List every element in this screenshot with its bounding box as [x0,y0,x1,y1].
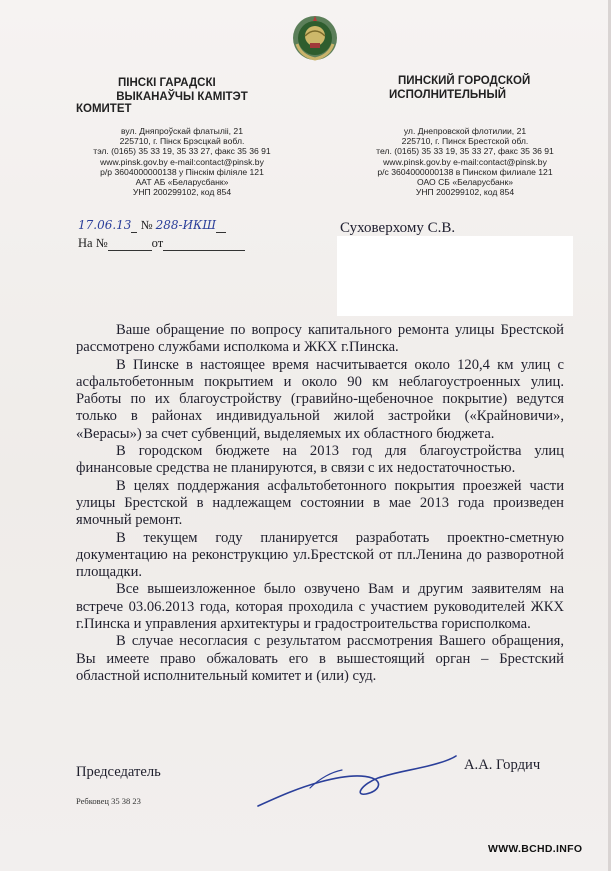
left-header-title-line2: ВЫКАНАЎЧЫ КАМІТЭТ [116,91,248,103]
left-address-line: УНП 200299102, код 854 [132,187,232,198]
signatory-position: Председатель [76,764,161,780]
right-address-line: www.pinsk.gov.by e-mail:contact@pinsk.by [383,156,547,167]
number-sign: № [140,218,153,232]
left-header-title-line1: ПІНСКІ ГАРАДСКІ [118,77,216,89]
body-paragraph: Ваше обращение по вопросу капитального ремонта улицы Брестской рассмотрено службами исполкома и ЖКХ г.Пинска. [76,322,564,356]
left-address-line: вул. Дняпроўскай флатыліі, 21 [121,126,243,136]
signatory-name: А.А. Гордич [464,757,541,773]
incoming-reference [78,236,245,251]
left-address-block [62,126,302,197]
state-emblem-icon [291,14,339,62]
right-header-title-line2: ИСПОЛНИТЕЛЬНЫЙ [389,89,506,101]
site-watermark: WWW.BCHD.INFO [488,843,583,855]
letter-body [76,322,564,685]
right-address-line: р/с 3604000000138 в Пинском филиале 121 [377,166,553,177]
right-address-line: ул. Днепровской флотилии, 21 [403,126,527,136]
left-address-line: р/р 3604000000138 у Пінскім філіяле 121 [100,166,264,177]
body-paragraph: В Пинске в настоящее время насчитывается около 120,4 км улиц с асфальтобетонным покрытием и около 90 км неблагоустроенных улиц. Работы по их благоустройству (гравийно-щебеночное покрытие) ведутся только в районах индивидуальной жилой застройки («Крайновичи», «Верасы») за счет субвенций, выделяемых их областного бюджета. [76,356,564,442]
body-paragraph: В текущем году планируется разработать проектно-сметную документацию на реконструкцию ул.Брестской от пл.Ленина до разворотной площадки. [76,529,564,581]
left-address-line: тэл. (0165) 35 33 19, 35 33 27, факс 35 36 91 [93,146,271,157]
right-address-block [345,126,585,197]
right-address-line: УНП 200299102, код 854 [415,187,515,198]
body-paragraph: Все вышеизложенное было озвучено Вам и другим заявителям на встрече 03.06.2013 года, которая проходила с участием руководителей ЖКХ г.Пинска и управления архитектуры и градостроительства горисполкома. [76,581,564,633]
incoming-from-label: от [151,236,164,250]
reference-number: 288-ИКШ [155,218,217,232]
redacted-address-block [337,236,573,316]
left-address-line: ААТ АБ «Беларусбанк» [135,177,229,188]
right-address-line: ОАО СБ «Беларусбанк» [416,177,514,188]
right-address-line: тел. (0165) 35 33 19, 35 33 27, факс 35 36 91 [376,146,554,157]
incoming-number-label: На № [78,236,108,250]
body-paragraph: В случае несогласия с результатом рассмотрения Вашего обращения, Вы имеете право обжаловать его в вышестоящий орган – Брестский областной исполнительный комитет и (или) суд. [76,633,564,684]
recipient-name: Суховерхому С.В. [340,220,456,236]
right-header-title-line1: ПИНСКИЙ ГОРОДСКОЙ [398,75,531,87]
body-paragraph: В целях поддержания асфальтобетонного покрытия проезжей части улицы Брестской в надлежащем состоянии в мае 2013 года произведен ямочный ремонт. [76,477,564,529]
reference-date: 17.06.13 [78,218,132,232]
left-header-title-line3: КОМИТЕТ [76,103,132,115]
handwritten-signature [250,748,460,818]
left-address-line: www.pinsk.gov.by e-mail:contact@pinsk.by [100,156,264,167]
executor-note: Ребковец 35 38 23 [76,796,141,806]
body-paragraph: В городском бюджете на 2013 год для благоустройства улиц финансовые средства не планируются, в связи с их недостаточностью. [76,443,564,477]
outgoing-reference [78,218,226,233]
right-address-line: 225710, г. Пинск Брестской обл. [401,136,529,147]
left-address-line: 225710, г. Пінск Брэсцкай вобл. [119,136,245,147]
